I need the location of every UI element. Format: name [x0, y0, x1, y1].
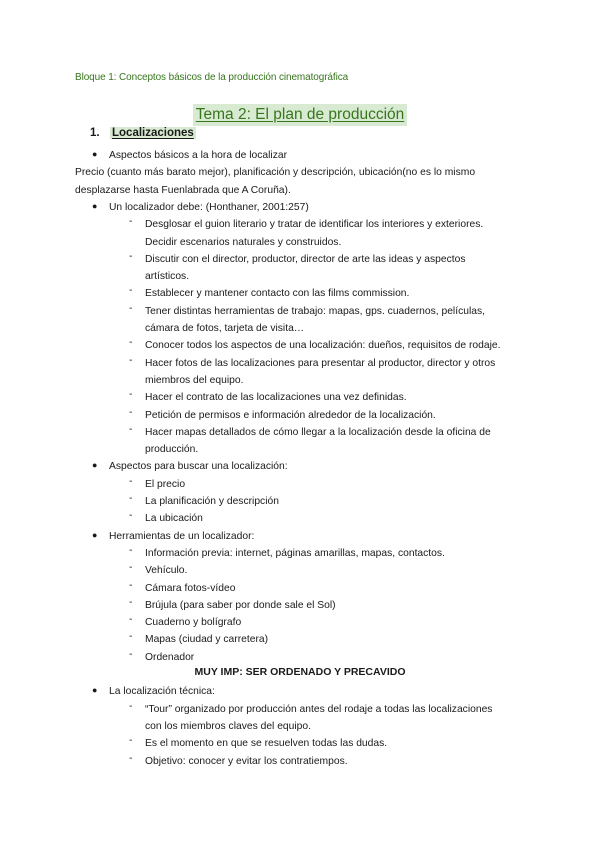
dash-icon: -	[129, 337, 133, 349]
dash-icon: -	[129, 250, 133, 262]
bullet-item: Un localizador debe: (Honthaner, 2001:257)	[109, 201, 309, 213]
dash-icon: -	[129, 614, 133, 626]
bullet-icon: ●	[92, 529, 98, 540]
dash-icon: -	[129, 700, 133, 712]
sub-item: Hacer mapas detallados de cómo llegar a la localización desde la oficina de	[145, 426, 491, 438]
dash-icon: -	[129, 216, 133, 228]
sub-item: La planificación y descripción	[145, 496, 279, 507]
sub-item: Decidir escenarios naturales y construidos.	[145, 236, 342, 248]
bullet-icon: ●	[92, 149, 98, 159]
sub-item: Hacer el contrato de las localizaciones una vez definidas.	[145, 392, 407, 404]
bullet-icon: ●	[92, 200, 98, 211]
dash-icon: -	[129, 752, 133, 764]
dash-icon: -	[129, 475, 133, 487]
bullet-item: Herramientas de un localizador:	[109, 530, 255, 542]
section-heading	[90, 127, 196, 139]
bullet-icon: ●	[92, 685, 98, 696]
dash-icon: -	[129, 631, 133, 643]
sub-item: Información previa: internet, páginas amarillas, mapas, contactos.	[145, 547, 445, 559]
sub-item: Petición de permisos e información alrededor de la localización.	[145, 409, 436, 421]
paragraph-line: Precio (cuanto más barato mejor), planificación y descripción, ubicación(no es lo mismo	[75, 167, 476, 179]
dash-icon: -	[129, 354, 133, 366]
sub-item: cámara de fotos, tarjeta de visita…	[145, 323, 305, 334]
bullet-item: Aspectos básicos a la hora de localizar	[109, 150, 288, 161]
dash-icon: -	[129, 544, 133, 556]
dash-icon: -	[129, 648, 133, 660]
sub-item: Discutir con el director, productor, director de arte las ideas y aspectos	[145, 253, 466, 265]
dash-icon: -	[129, 285, 133, 297]
sub-item: con los miembros claves del equipo.	[145, 720, 311, 732]
section-number: 1.	[90, 127, 100, 139]
dash-icon: -	[129, 510, 133, 522]
section-label: Localizaciones	[112, 127, 194, 139]
sub-item: Brújula (para saber por donde sale el Sol)	[145, 599, 336, 611]
sub-item: Establecer y mantener contacto con las films commission.	[145, 288, 410, 300]
sub-item: Vehículo.	[145, 565, 188, 577]
sub-item: Conocer todos los aspectos de una localización: dueños, requisitos de rodaje.	[145, 340, 501, 352]
dash-icon: -	[129, 562, 133, 574]
sub-item: La ubicación	[145, 513, 203, 525]
dash-icon: -	[129, 493, 133, 504]
dash-icon: -	[129, 596, 133, 608]
page-title: Tema 2: El plan de producción	[193, 104, 408, 126]
bullet-item: Aspectos para buscar una localización:	[109, 461, 288, 473]
sub-item: El precio	[145, 478, 186, 490]
sub-item: “Tour” organizado por producción antes del rodaje a todas las localizaciones	[145, 703, 493, 715]
sub-item: Hacer fotos de las localizaciones para presentar al productor, director y otros	[145, 357, 496, 369]
dash-icon: -	[129, 389, 133, 401]
paragraph-line: desplazarse hasta Fuenlabrada que A Coruña).	[75, 184, 291, 196]
bullet-item: La localización técnica:	[109, 686, 215, 698]
sub-item: Objetivo: conocer y evitar los contratiempos.	[145, 755, 348, 767]
dash-icon: -	[129, 735, 133, 747]
sub-item: Desglosar el guion literario y tratar de identificar los interiores y exteriores.	[145, 219, 484, 231]
dash-icon: -	[129, 423, 133, 435]
sub-item: Ordenador	[145, 651, 195, 663]
bullet-icon: ●	[92, 460, 98, 471]
dash-icon: -	[129, 302, 133, 314]
dash-icon: -	[129, 406, 133, 418]
dash-icon: -	[129, 579, 133, 591]
sub-item: Tener distintas herramientas de trabajo: mapas, gps. cuadernos, películas,	[145, 305, 485, 317]
sub-item: Mapas (ciudad y carretera)	[145, 634, 269, 646]
sub-item: producción.	[145, 444, 199, 456]
sub-item: Cuaderno y bolígrafo	[145, 617, 242, 629]
sub-item: Cámara fotos-vídeo	[145, 582, 236, 594]
page-header: Bloque 1: Conceptos básicos de la producción cinematográfica	[75, 72, 349, 83]
important-note: MUY IMP: SER ORDENADO Y PRECAVIDO	[194, 666, 406, 678]
sub-item: miembros del equipo.	[145, 374, 244, 386]
title-wrap	[0, 104, 600, 126]
sub-item: artísticos.	[145, 271, 190, 283]
sub-item: Es el momento en que se resuelven todas las dudas.	[145, 738, 388, 750]
